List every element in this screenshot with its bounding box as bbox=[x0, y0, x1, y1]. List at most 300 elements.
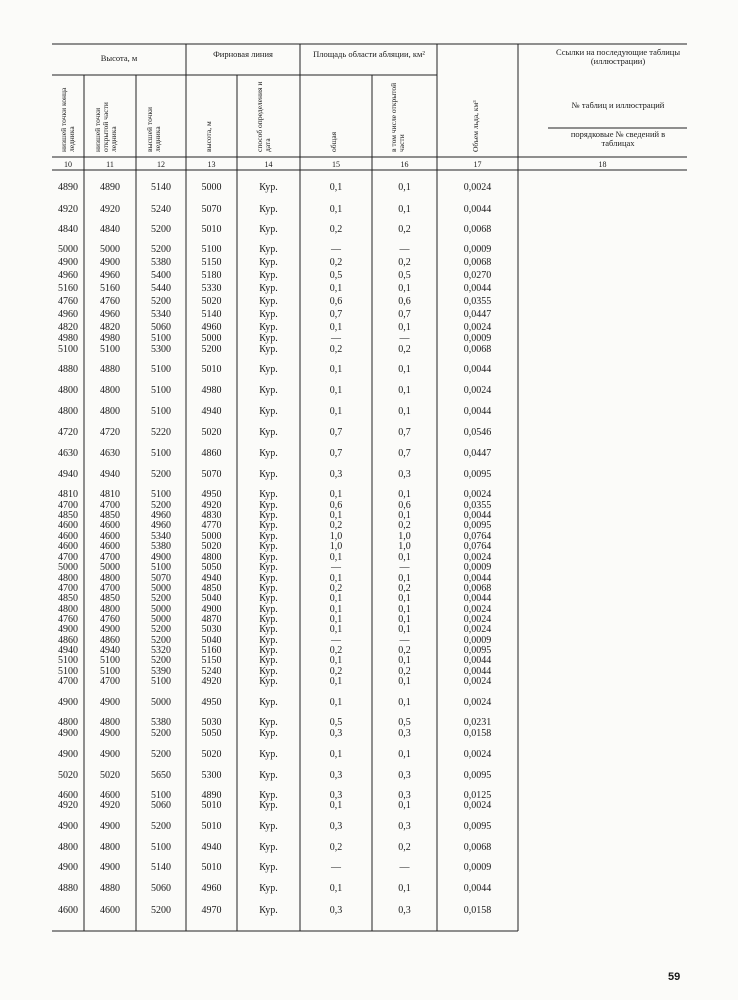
table-cell: 0,0231 bbox=[463, 717, 492, 728]
table-cell: Кур. bbox=[259, 573, 278, 584]
table-cell: 4960 bbox=[58, 270, 78, 281]
table-cell: 0,1 bbox=[398, 655, 411, 666]
table-cell: 0,0447 bbox=[463, 448, 492, 459]
table-cell: 4900 bbox=[100, 862, 120, 873]
table-cell: 0,0024 bbox=[463, 800, 492, 811]
table-cell: 5100 bbox=[100, 655, 120, 666]
table-cell: 5240 bbox=[201, 666, 222, 677]
table-cell: 4700 bbox=[100, 676, 120, 687]
table-cell: 0,7 bbox=[398, 448, 411, 459]
table-cell: 5020 bbox=[201, 427, 222, 438]
table-cell: Кур. bbox=[259, 697, 278, 708]
table-cell: 4860 bbox=[201, 448, 222, 459]
colnum-16: 16 bbox=[400, 160, 409, 169]
table-cell: Кур. bbox=[259, 510, 278, 521]
table-cell: 5010 bbox=[201, 821, 222, 832]
table-cell: 4800 bbox=[100, 717, 120, 728]
table-cell: 4700 bbox=[100, 583, 120, 594]
table-cell: 0,5 bbox=[398, 717, 411, 728]
table-cell: 0,0764 bbox=[463, 531, 492, 542]
table-cell: — bbox=[399, 635, 410, 646]
table-cell: 0,1 bbox=[329, 697, 343, 708]
table-cell: 5200 bbox=[151, 244, 171, 255]
table-cell: 0,2 bbox=[329, 645, 343, 656]
table-cell: 5000 bbox=[151, 614, 171, 625]
header-col18-bottom: порядковые № сведений в таблицах bbox=[570, 129, 666, 148]
table-cell: 0,2 bbox=[329, 520, 343, 531]
table-cell: 0,0068 bbox=[463, 257, 492, 268]
table-cell: 4960 bbox=[201, 883, 222, 894]
table-cell: 0,0095 bbox=[463, 469, 492, 480]
table-cell: 5000 bbox=[201, 182, 222, 193]
table-cell: 0,1 bbox=[329, 614, 343, 625]
table-cell: 5020 bbox=[201, 749, 222, 760]
table-cell: 0,1 bbox=[398, 624, 411, 635]
table-cell: 0,3 bbox=[329, 770, 343, 781]
table-cell: 4810 bbox=[58, 489, 78, 500]
table-cell: 0,0068 bbox=[463, 842, 492, 853]
table-cell: 5440 bbox=[151, 283, 171, 294]
table-cell: 4940 bbox=[201, 573, 222, 584]
table-cell: 4960 bbox=[58, 309, 78, 320]
table-cell: Кур. bbox=[259, 552, 278, 563]
table-cell: 5200 bbox=[151, 500, 171, 511]
table-cell: 5050 bbox=[201, 562, 222, 573]
table-cell: 4880 bbox=[58, 883, 78, 894]
table-cell: 0,0095 bbox=[463, 770, 492, 781]
table-cell: 0,1 bbox=[329, 322, 343, 333]
table-cell: 4920 bbox=[201, 500, 222, 511]
colnum-12: 12 bbox=[157, 160, 165, 169]
colnum-17: 17 bbox=[473, 160, 482, 169]
table-cell: 1,0 bbox=[398, 531, 411, 542]
table-cell: 5100 bbox=[151, 842, 171, 853]
table-cell: 0,0095 bbox=[463, 645, 492, 656]
table-cell: Кур. bbox=[259, 489, 278, 500]
table-cell: Кур. bbox=[259, 283, 278, 294]
table-cell: 0,3 bbox=[329, 728, 343, 739]
table-cell: 0,1 bbox=[329, 883, 343, 894]
table-cell: Кур. bbox=[259, 270, 278, 281]
table-cell: 4600 bbox=[58, 541, 78, 552]
table-cell: 5330 bbox=[201, 283, 222, 294]
table-cell: 5040 bbox=[201, 593, 222, 604]
table-cell: 5060 bbox=[151, 322, 171, 333]
table-cell: 0,0044 bbox=[463, 883, 492, 894]
table-cell: 4860 bbox=[58, 635, 78, 646]
table-cell: 4940 bbox=[58, 645, 78, 656]
table-cell: 0,0158 bbox=[463, 728, 492, 739]
table-cell: 5390 bbox=[151, 666, 171, 677]
table-cell: 5200 bbox=[151, 593, 171, 604]
table-cell: 0,7 bbox=[329, 427, 343, 438]
table-cell: 4880 bbox=[100, 364, 120, 375]
table-cell: 0,1 bbox=[329, 552, 343, 563]
table-cell: 4870 bbox=[201, 614, 222, 625]
table-cell: 0,3 bbox=[398, 728, 411, 739]
table-cell: 4760 bbox=[58, 614, 78, 625]
table-cell: — bbox=[399, 333, 410, 344]
table-cell: 4700 bbox=[58, 583, 78, 594]
table-cell: 0,1 bbox=[398, 489, 411, 500]
table-cell: 5000 bbox=[58, 562, 78, 573]
table-cell: 4940 bbox=[201, 406, 222, 417]
table-cell: Кур. bbox=[259, 296, 278, 307]
header-col10: низшей точки конца ледника bbox=[59, 87, 76, 152]
table-cell: 0,1 bbox=[398, 676, 411, 687]
table-cell: 4800 bbox=[58, 604, 78, 615]
table-cell: Кур. bbox=[259, 204, 278, 215]
table-cell: 0,2 bbox=[398, 645, 411, 656]
table-cell: 5100 bbox=[100, 344, 120, 355]
header-col11: низшей точки открытой части ледника bbox=[93, 102, 118, 152]
header-area-group: Площадь области абляции, км² bbox=[313, 49, 425, 59]
table-cell: 0,1 bbox=[398, 604, 411, 615]
table-cell: 5340 bbox=[151, 531, 171, 542]
table-cell: 0,1 bbox=[329, 593, 343, 604]
table-cell: 4840 bbox=[100, 224, 120, 235]
table-cell: 0,3 bbox=[398, 790, 411, 801]
table-cell: 0,0764 bbox=[463, 541, 492, 552]
header-col17: Объем льда, км³ bbox=[471, 100, 480, 152]
table-cell: 4980 bbox=[58, 333, 78, 344]
table-cell: 5000 bbox=[100, 244, 120, 255]
table-cell: Кур. bbox=[259, 541, 278, 552]
table-cell: Кур. bbox=[259, 333, 278, 344]
table-cell: 0,0158 bbox=[463, 905, 492, 916]
table-cell: Кур. bbox=[259, 406, 278, 417]
header-col12: высшей точки ледника bbox=[145, 106, 162, 152]
table-cell: 4850 bbox=[58, 593, 78, 604]
table-cell: 4900 bbox=[58, 697, 78, 708]
table-cell: 4900 bbox=[58, 749, 78, 760]
table-cell: 0,0355 bbox=[463, 296, 492, 307]
table-cell: 0,0095 bbox=[463, 821, 492, 832]
table-cell: 4900 bbox=[58, 728, 78, 739]
table-cell: 4960 bbox=[100, 270, 120, 281]
table-cell: 4600 bbox=[58, 531, 78, 542]
table-cell: 5100 bbox=[151, 489, 171, 500]
table-cell: 0,1 bbox=[329, 573, 343, 584]
table-cell: 5020 bbox=[201, 541, 222, 552]
table-cell: 4900 bbox=[58, 257, 78, 268]
table-cell: 0,1 bbox=[398, 204, 411, 215]
table-cell: — bbox=[331, 635, 341, 646]
table-cell: 5030 bbox=[201, 624, 222, 635]
table-cell: Кур. bbox=[259, 728, 278, 739]
table-cell: 0,1 bbox=[398, 510, 411, 521]
table-cell: 0,0068 bbox=[463, 344, 492, 355]
table-cell: 4940 bbox=[201, 842, 222, 853]
table-cell: 5100 bbox=[151, 790, 171, 801]
table-cell: 0,1 bbox=[398, 364, 411, 375]
table-cell: 0,0009 bbox=[463, 635, 492, 646]
table-cell: 4600 bbox=[58, 905, 78, 916]
table-cell: 0,0024 bbox=[463, 697, 492, 708]
table-cell: 0,0044 bbox=[463, 593, 492, 604]
table-cell: 4880 bbox=[58, 364, 78, 375]
table-cell: 5200 bbox=[151, 821, 171, 832]
table-cell: 0,1 bbox=[398, 883, 411, 894]
table-cell: 4800 bbox=[100, 385, 120, 396]
header-height-group: Высота, м bbox=[100, 53, 138, 63]
table-cell: 4800 bbox=[201, 552, 222, 563]
table-cell: 5200 bbox=[151, 655, 171, 666]
table-cell: 4720 bbox=[100, 427, 120, 438]
table-cell: 4900 bbox=[100, 697, 120, 708]
table-cell: 0,3 bbox=[329, 790, 343, 801]
table-cell: 5340 bbox=[151, 309, 171, 320]
table-cell: 4920 bbox=[100, 800, 120, 811]
table-cell: Кур. bbox=[259, 862, 278, 873]
table-cell: 0,0270 bbox=[463, 270, 492, 281]
table-cell: 5220 bbox=[151, 427, 171, 438]
colnum-14: 14 bbox=[264, 160, 273, 169]
header-refs-group: Ссылки на последующие таблицы (иллюстрации) bbox=[555, 47, 681, 66]
table-cell: 0,0024 bbox=[463, 624, 492, 635]
table-cell: Кур. bbox=[259, 655, 278, 666]
table-cell: 5200 bbox=[151, 224, 171, 235]
table-cell: Кур. bbox=[259, 645, 278, 656]
table-cell: 0,5 bbox=[329, 270, 343, 281]
table-cell: 0,0024 bbox=[463, 385, 492, 396]
table-cell: 4800 bbox=[58, 717, 78, 728]
table-cell: 0,1 bbox=[398, 552, 411, 563]
table-cell: 0,0044 bbox=[463, 406, 492, 417]
table-cell: 4800 bbox=[100, 573, 120, 584]
table-cell: 0,5 bbox=[398, 270, 411, 281]
table-cell: 4920 bbox=[201, 676, 222, 687]
table-cell: 5100 bbox=[58, 666, 78, 677]
table-cell: 4800 bbox=[58, 842, 78, 853]
table-cell: Кур. bbox=[259, 182, 278, 193]
table-cell: 5100 bbox=[151, 333, 171, 344]
table-cell: 5010 bbox=[201, 800, 222, 811]
table-cell: 0,2 bbox=[329, 666, 343, 677]
table-cell: 5020 bbox=[100, 770, 120, 781]
table-cell: 4960 bbox=[100, 309, 120, 320]
table-cell: 0,0009 bbox=[463, 862, 492, 873]
table-cell: Кур. bbox=[259, 624, 278, 635]
table-cell: 4700 bbox=[58, 676, 78, 687]
table-cell: 4600 bbox=[100, 790, 120, 801]
table-cell: 0,2 bbox=[398, 520, 411, 531]
table-cell: 5010 bbox=[201, 862, 222, 873]
table-cell: 0,1 bbox=[398, 800, 411, 811]
table-cell: 4900 bbox=[201, 604, 222, 615]
table-cell: 0,7 bbox=[398, 427, 411, 438]
header-col18-top: № таблиц и иллюстраций bbox=[571, 100, 665, 110]
table-cell: 5140 bbox=[151, 862, 171, 873]
table-cell: 0,0024 bbox=[463, 604, 492, 615]
table-cell: 5000 bbox=[201, 531, 222, 542]
table-cell: 0,0024 bbox=[463, 749, 492, 760]
table-cell: 4940 bbox=[100, 469, 120, 480]
table-cell: 0,0044 bbox=[463, 573, 492, 584]
table-cell: 4800 bbox=[100, 842, 120, 853]
table-cell: 5320 bbox=[151, 645, 171, 656]
table-cell: 4800 bbox=[58, 573, 78, 584]
table-cell: 0,5 bbox=[329, 717, 343, 728]
colnum-11: 11 bbox=[106, 160, 114, 169]
table-cell: 5200 bbox=[151, 469, 171, 480]
table-cell: 0,1 bbox=[329, 364, 343, 375]
table-cell: 5000 bbox=[151, 697, 171, 708]
table-cell: 0,2 bbox=[329, 583, 343, 594]
header-firn-group: Фирновая линия bbox=[213, 49, 273, 59]
table-cell: 5100 bbox=[151, 676, 171, 687]
table-cell: 5030 bbox=[201, 717, 222, 728]
table-cell: 1,0 bbox=[329, 531, 343, 542]
table-cell: 0,2 bbox=[398, 224, 411, 235]
table-cell: 0,0068 bbox=[463, 224, 492, 235]
table-cell: 5020 bbox=[58, 770, 78, 781]
table-cell: 4800 bbox=[100, 604, 120, 615]
table-cell: 0,0355 bbox=[463, 500, 492, 511]
colnum-13: 13 bbox=[207, 160, 216, 169]
table-cell: 4900 bbox=[151, 552, 171, 563]
table-cell: 4700 bbox=[100, 500, 120, 511]
table-cell: 4600 bbox=[58, 520, 78, 531]
table-cell: 5200 bbox=[151, 624, 171, 635]
table-cell: Кур. bbox=[259, 905, 278, 916]
table-cell: 5000 bbox=[151, 604, 171, 615]
table-cell: — bbox=[399, 562, 410, 573]
table-cell: 4880 bbox=[100, 883, 120, 894]
table-cell: 0,0009 bbox=[463, 562, 492, 573]
table-cell: 5240 bbox=[151, 204, 171, 215]
table-cell: Кур. bbox=[259, 770, 278, 781]
table-cell: 0,1 bbox=[398, 322, 411, 333]
table-cell: 0,0068 bbox=[463, 583, 492, 594]
table-cell: 0,2 bbox=[398, 257, 411, 268]
table-cell: 0,1 bbox=[329, 749, 343, 760]
table-cell: 0,1 bbox=[329, 385, 343, 396]
table-cell: Кур. bbox=[259, 224, 278, 235]
table-cell: 5100 bbox=[201, 244, 222, 255]
table-cell: 4890 bbox=[58, 182, 78, 193]
table-cell: 5100 bbox=[151, 385, 171, 396]
table-cell: 4830 bbox=[201, 510, 222, 521]
table-cell: Кур. bbox=[259, 364, 278, 375]
colnum-18: 18 bbox=[598, 160, 607, 169]
table-cell: 0,1 bbox=[398, 283, 411, 294]
table-cell: — bbox=[331, 562, 341, 573]
table-cell: 4950 bbox=[201, 697, 222, 708]
table-cell: 4600 bbox=[100, 520, 120, 531]
table-cell: 0,2 bbox=[329, 842, 343, 853]
table-cell: 0,1 bbox=[398, 697, 411, 708]
table-cell: 4940 bbox=[58, 469, 78, 480]
table-cell: 0,0024 bbox=[463, 322, 492, 333]
table-cell: 0,1 bbox=[329, 182, 343, 193]
table-cell: Кур. bbox=[259, 448, 278, 459]
table-cell: 5100 bbox=[151, 364, 171, 375]
table-cell: 4630 bbox=[100, 448, 120, 459]
table-cell: 5200 bbox=[151, 728, 171, 739]
table-cell: 4600 bbox=[100, 541, 120, 552]
table-cell: 5400 bbox=[151, 270, 171, 281]
header-col16: в том числе открытой части bbox=[389, 82, 406, 152]
table-cell: 5200 bbox=[151, 635, 171, 646]
table-cell: 5200 bbox=[201, 344, 222, 355]
table-cell: 5100 bbox=[58, 344, 78, 355]
table-cell: 4850 bbox=[201, 583, 222, 594]
colnum-10: 10 bbox=[64, 160, 72, 169]
table-cell: 5140 bbox=[151, 182, 171, 193]
table-cell: 0,2 bbox=[329, 224, 343, 235]
table-cell: 4960 bbox=[201, 322, 222, 333]
table-cell: Кур. bbox=[259, 309, 278, 320]
table-cell: 5160 bbox=[100, 283, 120, 294]
table-cell: 5000 bbox=[151, 583, 171, 594]
table-cell: 5200 bbox=[151, 749, 171, 760]
table-cell: Кур. bbox=[259, 427, 278, 438]
table-cell: 0,6 bbox=[398, 500, 411, 511]
table-cell: 0,1 bbox=[398, 385, 411, 396]
table-cell: 5180 bbox=[201, 270, 222, 281]
table-cell: 5070 bbox=[201, 469, 222, 480]
table-cell: 4900 bbox=[100, 257, 120, 268]
table-cell: 4890 bbox=[201, 790, 222, 801]
table-cell: 5000 bbox=[100, 562, 120, 573]
table-cell: 5010 bbox=[201, 364, 222, 375]
table-cell: 5200 bbox=[151, 905, 171, 916]
table-cell: 0,1 bbox=[398, 573, 411, 584]
table-cell: 0,0024 bbox=[463, 614, 492, 625]
table-cell: 4850 bbox=[58, 510, 78, 521]
table-cell: Кур. bbox=[259, 583, 278, 594]
table-cell: 0,1 bbox=[329, 510, 343, 521]
table-cell: Кур. bbox=[259, 244, 278, 255]
table-cell: 0,0546 bbox=[463, 427, 492, 438]
table-cell: 4920 bbox=[58, 800, 78, 811]
table-cell: 5020 bbox=[201, 296, 222, 307]
table-cell: 0,2 bbox=[398, 666, 411, 677]
table-cell: 0,0125 bbox=[463, 790, 492, 801]
table-cell: 0,1 bbox=[329, 624, 343, 635]
table-cell: 4800 bbox=[100, 406, 120, 417]
table-cell: 4840 bbox=[58, 224, 78, 235]
table-cell: 0,1 bbox=[329, 406, 343, 417]
table-cell: 0,3 bbox=[329, 469, 343, 480]
table-cell: 4980 bbox=[201, 385, 222, 396]
table-cell: 0,2 bbox=[398, 842, 411, 853]
table-cell: 0,2 bbox=[329, 344, 343, 355]
table-cell: 5150 bbox=[201, 655, 222, 666]
table-cell: 4860 bbox=[100, 635, 120, 646]
header-col15: общая bbox=[329, 131, 338, 152]
table-cell: 0,0044 bbox=[463, 510, 492, 521]
table-cell: 4820 bbox=[100, 322, 120, 333]
table-cell: 5160 bbox=[58, 283, 78, 294]
table-cell: 0,3 bbox=[398, 469, 411, 480]
table-cell: 0,0095 bbox=[463, 520, 492, 531]
table-cell: Кур. bbox=[259, 717, 278, 728]
table-cell: Кур. bbox=[259, 800, 278, 811]
table-cell: 4630 bbox=[58, 448, 78, 459]
table-cell: 0,1 bbox=[329, 489, 343, 500]
header-col14: способ определения и дата bbox=[255, 81, 272, 152]
table-cell: 0,1 bbox=[398, 749, 411, 760]
table-cell: 5050 bbox=[201, 728, 222, 739]
table-cell: 0,1 bbox=[398, 406, 411, 417]
table-cell: 4600 bbox=[100, 905, 120, 916]
table-cell: 4760 bbox=[58, 296, 78, 307]
table-cell: 0,0044 bbox=[463, 655, 492, 666]
table-cell: 4760 bbox=[100, 296, 120, 307]
table-cell: Кур. bbox=[259, 500, 278, 511]
